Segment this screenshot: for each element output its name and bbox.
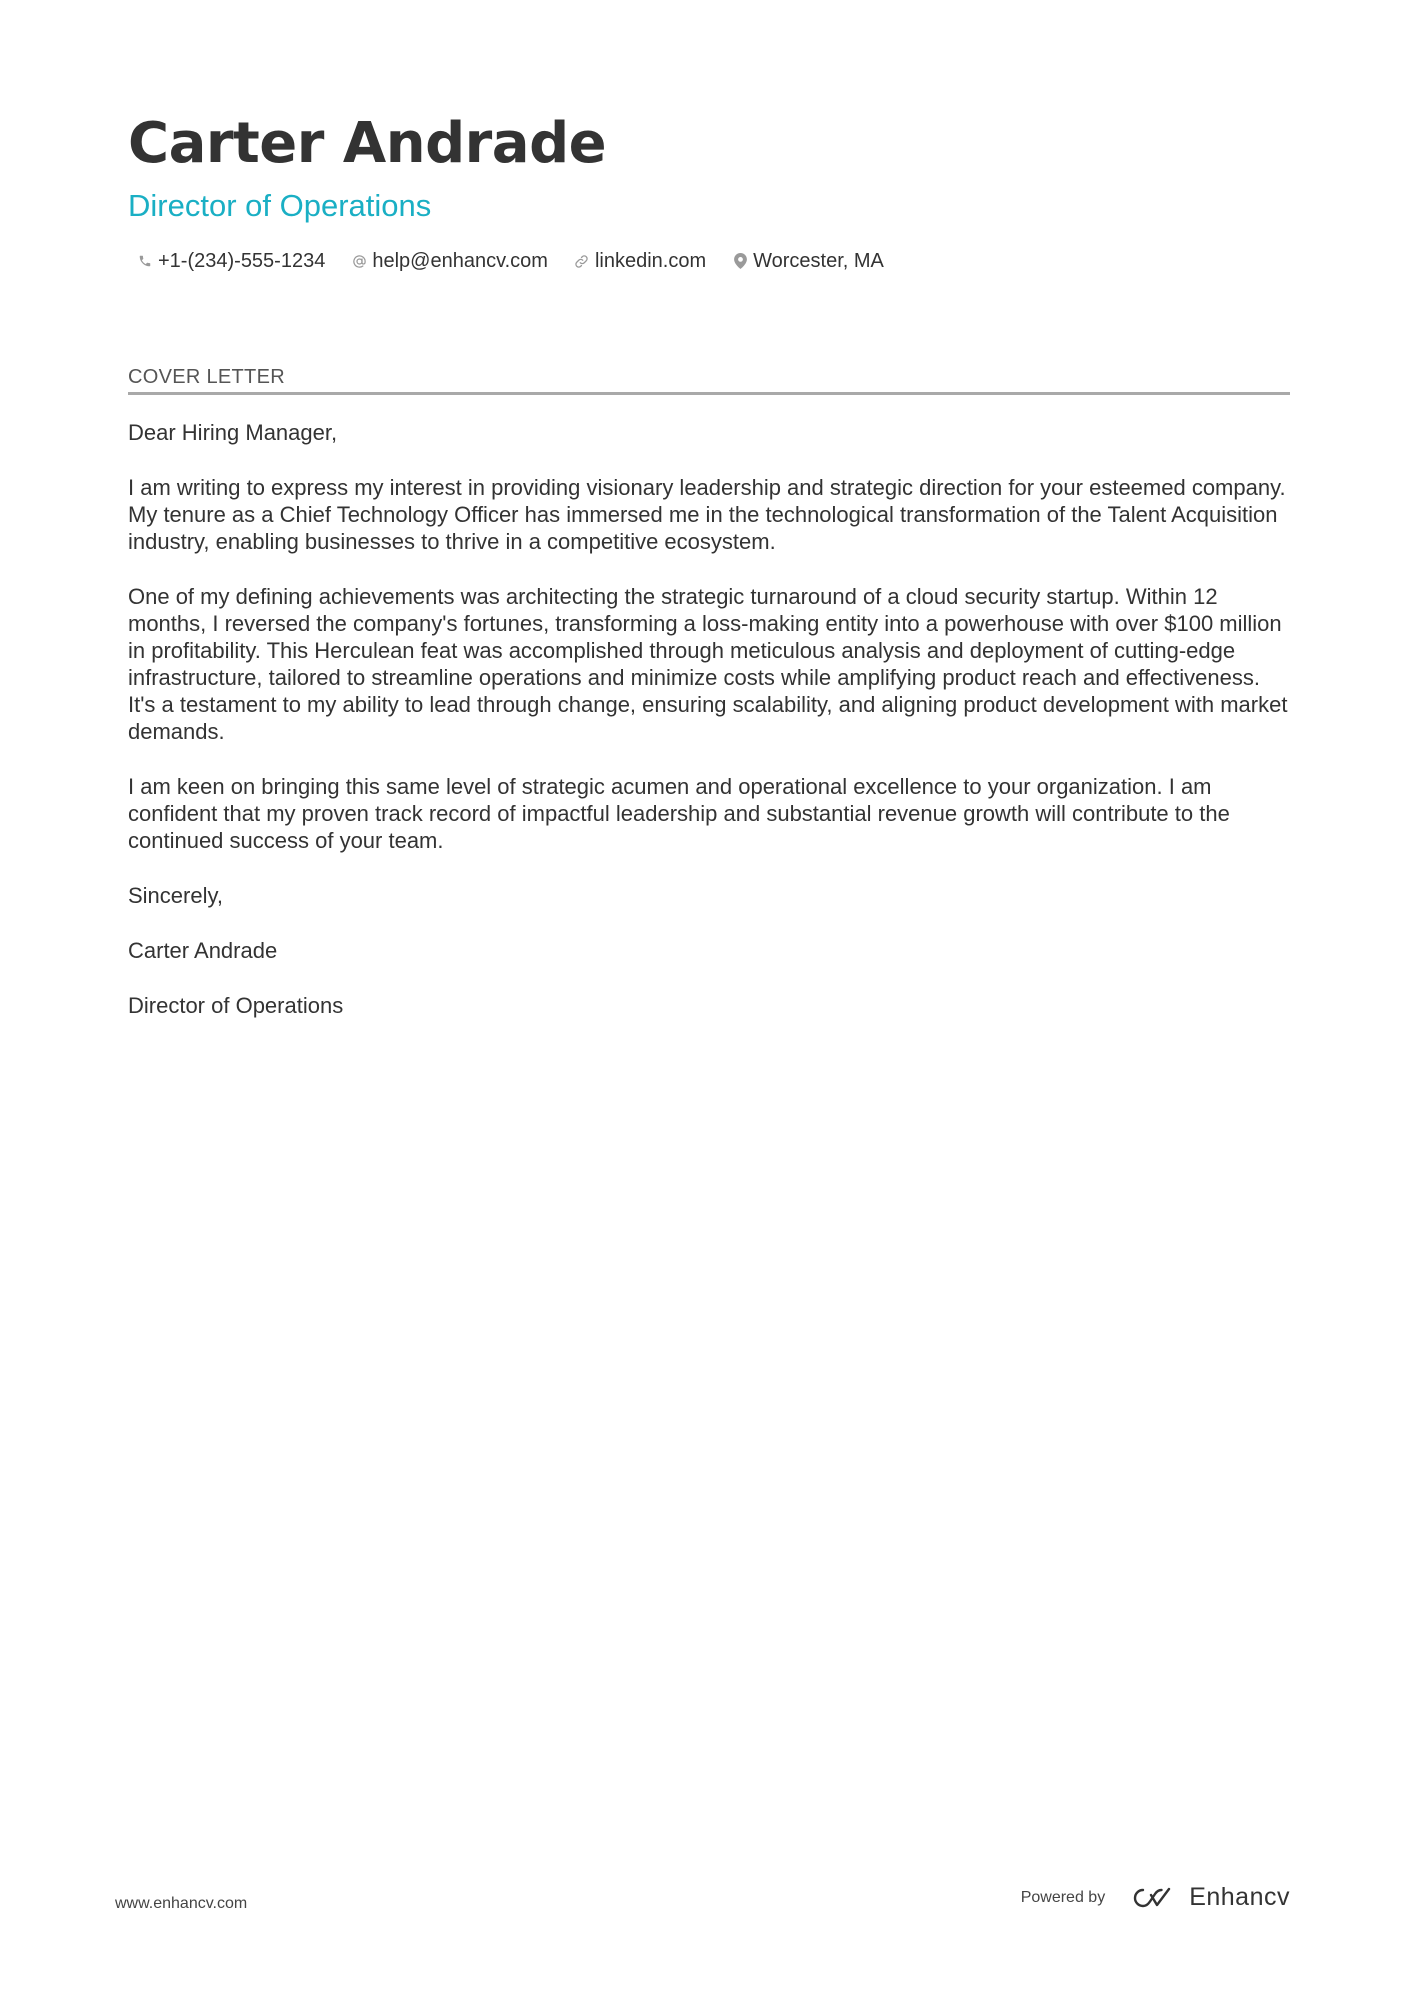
email-text: help@enhancv.com [372, 250, 548, 272]
at-icon [351, 251, 367, 271]
signature-title: Director of Operations [128, 993, 344, 1018]
phone-icon [137, 251, 153, 271]
letter-greeting: Dear Hiring Manager, [128, 420, 338, 445]
resume-page [128, 110, 1290, 1047]
contact-location [732, 248, 884, 274]
link-icon [574, 251, 590, 271]
section-divider [128, 392, 1290, 395]
section-title: COVER LETTER [128, 366, 285, 388]
signature-name: Carter Andrade [128, 938, 278, 963]
candidate-name: Carter Andrade [128, 111, 607, 176]
website-text: linkedin.com [594, 250, 707, 272]
enhancv-logo-icon [1131, 1886, 1177, 1910]
letter-closing: Sincerely, [128, 883, 223, 908]
footer-branding[interactable] [1021, 1883, 1290, 1912]
job-title: Director of Operations [128, 188, 432, 223]
footer-website-link[interactable]: www.enhancv.com [115, 1895, 248, 1912]
contact-website[interactable] [574, 248, 706, 274]
letter-paragraph: I am keen on bringing this same level of strategic acumen and operational excellence to your organization. I am confident that my proven track record of impactful leadership and substantial revenue growth will contribute to the continued success of your team. [128, 774, 1230, 853]
contact-email[interactable] [351, 248, 548, 274]
phone-text: +1-(234)-555-1234 [158, 250, 326, 272]
letter-paragraph: One of my defining achievements was architecting the strategic turnaround of a cloud security startup. Within 12 months, I reversed the company's fortunes, transforming a loss-making entity into a powerhouse with over $100 million in profitability. This Herculean feat was accomplished through meticulous analysis and deployment of cutting-edge infrastructure, tailored to streamline operations and minimize costs while amplifying product reach and effectiveness. It's a testament to my ability to lead through change, ensuring scalability, and aligning product development with market demands. [128, 584, 1288, 744]
contact-phone[interactable] [137, 248, 325, 274]
location-pin-icon [732, 251, 748, 271]
letter-paragraph: I am writing to express my interest in providing visionary leadership and strategic direction for your esteemed company. My tenure as a Chief Technology Officer has immersed me in the technological transformation of the Talent Acquisition industry, enabling businesses to thrive in a competitive ecosystem. [128, 475, 1286, 554]
brand-name: Enhancv [1189, 1883, 1290, 1911]
location-text: Worcester, MA [753, 250, 884, 272]
letter-body [128, 419, 1290, 1019]
contact-bar [128, 248, 1290, 274]
powered-by-label: Powered by [1020, 1888, 1106, 1906]
